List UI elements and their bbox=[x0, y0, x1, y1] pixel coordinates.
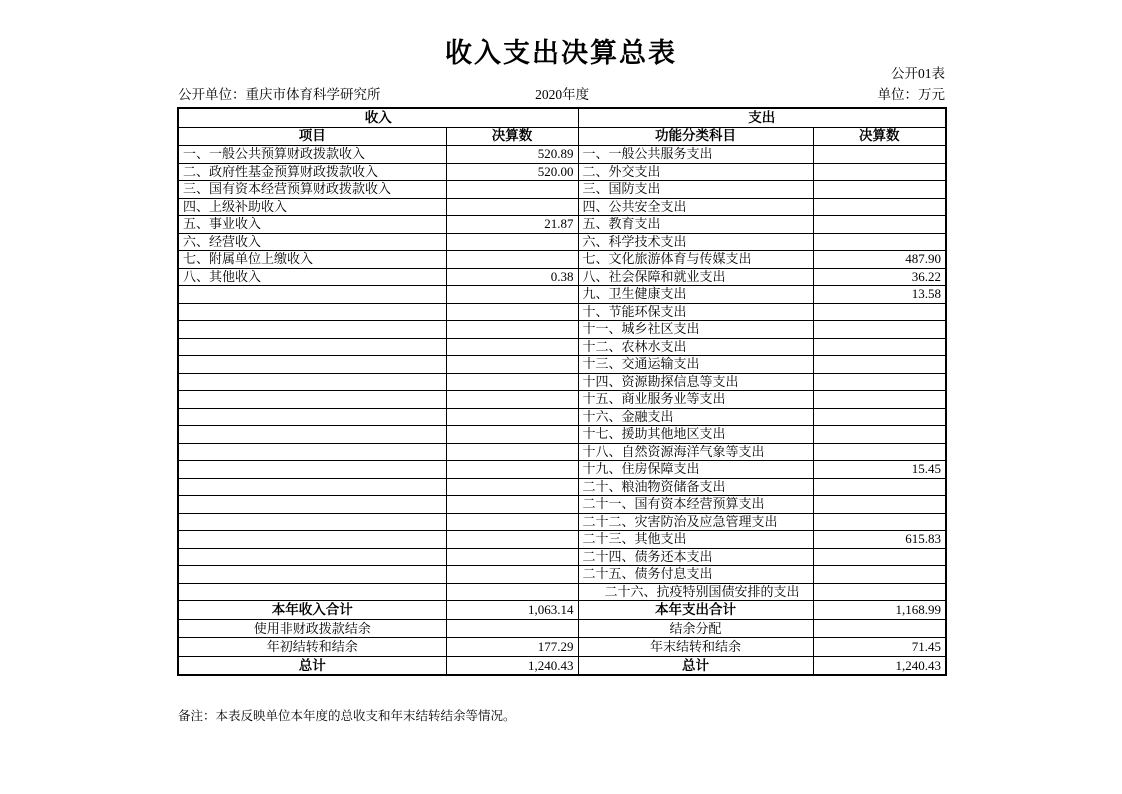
income-value-cell bbox=[446, 251, 578, 269]
data-row bbox=[178, 216, 946, 234]
expense-item-cell: 十二、农林水支出 bbox=[578, 338, 813, 356]
income-value-cell bbox=[446, 566, 578, 584]
footnote: 备注：本表反映单位本年度的总收支和年末结转结余等情况。 bbox=[178, 709, 516, 723]
expense-item-cell: 五、教育支出 bbox=[578, 216, 813, 234]
data-row bbox=[178, 408, 946, 426]
expense-value-cell bbox=[813, 548, 946, 566]
expense-value-cell: 36.22 bbox=[813, 268, 946, 286]
data-row bbox=[178, 303, 946, 321]
income-value-cell: 520.00 bbox=[446, 163, 578, 181]
data-row bbox=[178, 268, 946, 286]
expense-value-cell bbox=[813, 478, 946, 496]
income-summary-value bbox=[446, 619, 578, 638]
expense-item-cell: 二、外交支出 bbox=[578, 163, 813, 181]
income-value-cell bbox=[446, 233, 578, 251]
expense-summary-label: 年末结转和结余 bbox=[578, 638, 813, 657]
income-value-cell bbox=[446, 198, 578, 216]
expense-value-cell bbox=[813, 443, 946, 461]
summary-row bbox=[178, 638, 946, 657]
data-row bbox=[178, 233, 946, 251]
section-header-row bbox=[178, 108, 946, 127]
data-row bbox=[178, 321, 946, 339]
expense-item-cell: 二十、粮油物资储备支出 bbox=[578, 478, 813, 496]
expense-item-cell: 十三、交通运输支出 bbox=[578, 356, 813, 374]
expense-item-cell: 二十二、灾害防治及应急管理支出 bbox=[578, 513, 813, 531]
income-item-cell: 三、国有资本经营预算财政拨款收入 bbox=[178, 181, 446, 199]
income-item-cell bbox=[178, 338, 446, 356]
expense-value-cell bbox=[813, 356, 946, 374]
expense-value-cell bbox=[813, 566, 946, 584]
expense-value-cell bbox=[813, 496, 946, 514]
income-item-cell bbox=[178, 478, 446, 496]
table-body bbox=[178, 146, 946, 676]
expense-value-cell bbox=[813, 391, 946, 409]
income-value-cell bbox=[446, 426, 578, 444]
expense-item-cell: 九、卫生健康支出 bbox=[578, 286, 813, 304]
income-item-cell bbox=[178, 408, 446, 426]
expense-item-cell: 二十五、债务付息支出 bbox=[578, 566, 813, 584]
income-item-cell bbox=[178, 356, 446, 374]
data-row bbox=[178, 531, 946, 549]
expense-item-cell: 三、国防支出 bbox=[578, 181, 813, 199]
income-item-cell bbox=[178, 566, 446, 584]
income-expense-table bbox=[177, 107, 947, 676]
expense-value-cell bbox=[813, 513, 946, 531]
expense-value-cell: 13.58 bbox=[813, 286, 946, 304]
income-item-cell bbox=[178, 548, 446, 566]
income-summary-value: 1,240.43 bbox=[446, 656, 578, 675]
data-row bbox=[178, 548, 946, 566]
expense-value-cell bbox=[813, 216, 946, 234]
income-item-cell: 一、一般公共预算财政拨款收入 bbox=[178, 146, 446, 164]
income-value-cell bbox=[446, 513, 578, 531]
expense-item-cell: 六、科学技术支出 bbox=[578, 233, 813, 251]
expense-summary-value bbox=[813, 619, 946, 638]
data-row bbox=[178, 286, 946, 304]
expense-item-cell: 二十四、债务还本支出 bbox=[578, 548, 813, 566]
expense-value-cell bbox=[813, 198, 946, 216]
income-item-cell: 五、事业收入 bbox=[178, 216, 446, 234]
income-item-cell: 八、其他收入 bbox=[178, 268, 446, 286]
income-item-cell bbox=[178, 531, 446, 549]
data-row bbox=[178, 496, 946, 514]
expense-item-cell: 十一、城乡社区支出 bbox=[578, 321, 813, 339]
expense-value-cell bbox=[813, 373, 946, 391]
data-row bbox=[178, 163, 946, 181]
summary-row bbox=[178, 619, 946, 638]
income-summary-value: 177.29 bbox=[446, 638, 578, 657]
expense-value-cell: 15.45 bbox=[813, 461, 946, 479]
income-value-cell bbox=[446, 496, 578, 514]
income-item-cell bbox=[178, 321, 446, 339]
data-row bbox=[178, 338, 946, 356]
expense-section-header: 支出 bbox=[578, 108, 946, 127]
income-item-cell bbox=[178, 443, 446, 461]
income-value-cell bbox=[446, 338, 578, 356]
data-row bbox=[178, 583, 946, 601]
expense-value-cell bbox=[813, 303, 946, 321]
summary-row bbox=[178, 601, 946, 620]
income-value-cell bbox=[446, 461, 578, 479]
expense-item-cell: 十八、自然资源海洋气象等支出 bbox=[578, 443, 813, 461]
data-row bbox=[178, 251, 946, 269]
expense-item-cell: 十四、资源勘探信息等支出 bbox=[578, 373, 813, 391]
income-summary-label: 总计 bbox=[178, 656, 446, 675]
expense-value-cell bbox=[813, 408, 946, 426]
summary-row bbox=[178, 656, 946, 675]
expense-item-cell: 十、节能环保支出 bbox=[578, 303, 813, 321]
expense-summary-value: 1,168.99 bbox=[813, 601, 946, 620]
expense-item-cell: 十六、金融支出 bbox=[578, 408, 813, 426]
income-value-cell bbox=[446, 321, 578, 339]
data-row bbox=[178, 146, 946, 164]
col-header-income-item: 项目 bbox=[178, 127, 446, 146]
col-header-expense-value: 决算数 bbox=[813, 127, 946, 146]
data-row bbox=[178, 443, 946, 461]
income-value-cell bbox=[446, 548, 578, 566]
income-item-cell bbox=[178, 461, 446, 479]
table-code: 公开01表 bbox=[891, 66, 945, 81]
expense-item-cell: 七、文化旅游体育与传媒支出 bbox=[578, 251, 813, 269]
income-item-cell bbox=[178, 426, 446, 444]
expense-item-cell: 十五、商业服务业等支出 bbox=[578, 391, 813, 409]
income-item-cell: 六、经营收入 bbox=[178, 233, 446, 251]
income-summary-value: 1,063.14 bbox=[446, 601, 578, 620]
income-value-cell bbox=[446, 531, 578, 549]
income-value-cell bbox=[446, 408, 578, 426]
income-value-cell bbox=[446, 356, 578, 374]
expense-item-cell: 二十一、国有资本经营预算支出 bbox=[578, 496, 813, 514]
income-value-cell bbox=[446, 303, 578, 321]
fiscal-year-label: 2020年度 bbox=[535, 87, 590, 102]
expense-summary-label: 本年支出合计 bbox=[578, 601, 813, 620]
currency-unit-label: 单位：万元 bbox=[877, 87, 945, 102]
income-item-cell: 四、上级补助收入 bbox=[178, 198, 446, 216]
expense-value-cell bbox=[813, 233, 946, 251]
expense-value-cell bbox=[813, 583, 946, 601]
income-value-cell bbox=[446, 391, 578, 409]
data-row bbox=[178, 391, 946, 409]
col-header-income-value: 决算数 bbox=[446, 127, 578, 146]
page-title: 收入支出决算总表 bbox=[445, 38, 677, 69]
data-row bbox=[178, 198, 946, 216]
expense-item-cell: 四、公共安全支出 bbox=[578, 198, 813, 216]
income-item-cell bbox=[178, 391, 446, 409]
income-item-cell bbox=[178, 373, 446, 391]
income-summary-label: 本年收入合计 bbox=[178, 601, 446, 620]
expense-item-cell: 二十三、其他支出 bbox=[578, 531, 813, 549]
table-meta bbox=[177, 63, 945, 106]
col-header-expense-item: 功能分类科目 bbox=[578, 127, 813, 146]
income-item-cell bbox=[178, 513, 446, 531]
expense-item-cell: 十七、援助其他地区支出 bbox=[578, 426, 813, 444]
expense-value-cell: 487.90 bbox=[813, 251, 946, 269]
data-row bbox=[178, 373, 946, 391]
data-row bbox=[178, 566, 946, 584]
data-row bbox=[178, 461, 946, 479]
income-item-cell bbox=[178, 286, 446, 304]
expense-value-cell bbox=[813, 338, 946, 356]
income-summary-label: 使用非财政拨款结余 bbox=[178, 619, 446, 638]
income-value-cell bbox=[446, 478, 578, 496]
expense-value-cell bbox=[813, 321, 946, 339]
data-row bbox=[178, 181, 946, 199]
income-value-cell bbox=[446, 286, 578, 304]
income-section-header: 收入 bbox=[178, 108, 578, 127]
income-item-cell bbox=[178, 496, 446, 514]
expense-value-cell bbox=[813, 163, 946, 181]
column-header-row bbox=[178, 127, 946, 146]
expense-value-cell bbox=[813, 146, 946, 164]
expense-summary-label: 总计 bbox=[578, 656, 813, 675]
publisher-label: 公开单位：重庆市体育科学研究所 bbox=[178, 87, 381, 102]
income-value-cell bbox=[446, 181, 578, 199]
expense-summary-label: 结余分配 bbox=[578, 619, 813, 638]
expense-value-cell bbox=[813, 426, 946, 444]
data-row bbox=[178, 356, 946, 374]
expense-value-cell bbox=[813, 181, 946, 199]
expense-item-cell: 八、社会保障和就业支出 bbox=[578, 268, 813, 286]
data-row bbox=[178, 478, 946, 496]
income-item-cell: 七、附属单位上缴收入 bbox=[178, 251, 446, 269]
income-value-cell bbox=[446, 373, 578, 391]
expense-item-cell: 一、一般公共服务支出 bbox=[578, 146, 813, 164]
expense-value-cell: 615.83 bbox=[813, 531, 946, 549]
income-value-cell: 21.87 bbox=[446, 216, 578, 234]
income-value-cell bbox=[446, 443, 578, 461]
expense-summary-value: 71.45 bbox=[813, 638, 946, 657]
income-summary-label: 年初结转和结余 bbox=[178, 638, 446, 657]
data-row bbox=[178, 513, 946, 531]
expense-summary-value: 1,240.43 bbox=[813, 656, 946, 675]
income-value-cell: 0.38 bbox=[446, 268, 578, 286]
data-row bbox=[178, 426, 946, 444]
income-value-cell bbox=[446, 583, 578, 601]
income-item-cell bbox=[178, 303, 446, 321]
expense-item-cell: 二十六、抗疫特别国债安排的支出 bbox=[578, 583, 813, 601]
income-item-cell bbox=[178, 583, 446, 601]
expense-item-cell: 十九、住房保障支出 bbox=[578, 461, 813, 479]
income-item-cell: 二、政府性基金预算财政拨款收入 bbox=[178, 163, 446, 181]
income-value-cell: 520.89 bbox=[446, 146, 578, 164]
